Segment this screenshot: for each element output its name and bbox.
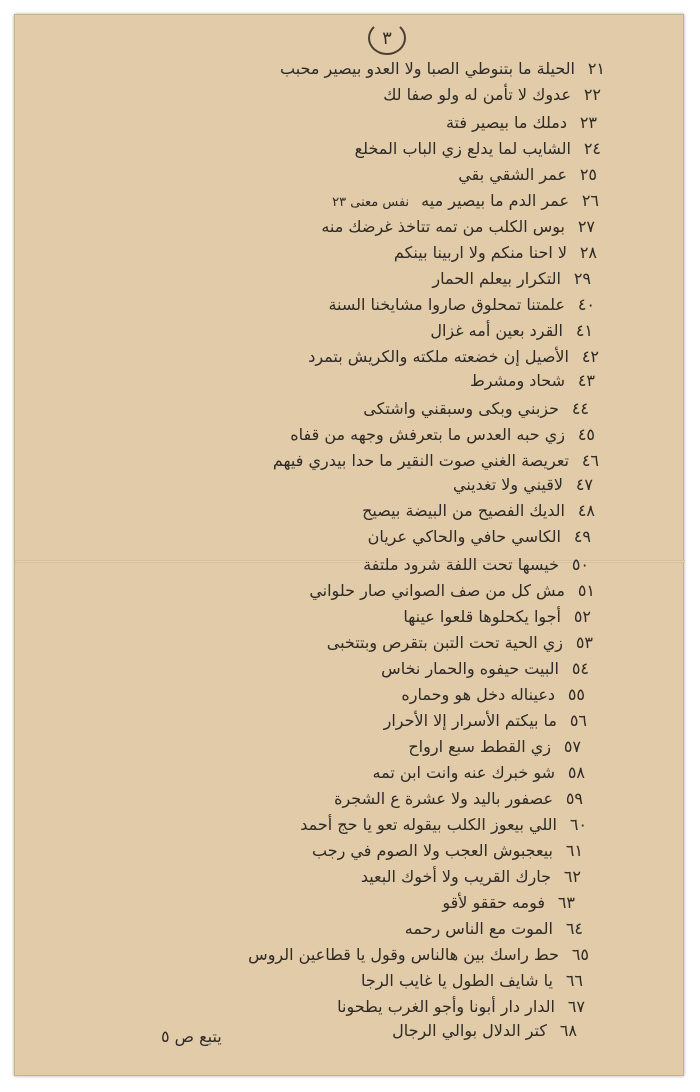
proverb-number: ٤٩ [573, 527, 591, 546]
proverb-text: تعريصة الغني صوت النقير ما حدا بيدري فيهم [272, 451, 569, 470]
proverb-text: لاقيني ولا تغديني [453, 475, 563, 494]
proverb-number: ٥٦ [569, 711, 587, 730]
proverb-text: زي الحية تحت التبن بتقرص وبتتخبى [326, 633, 563, 652]
proverb-number: ٢٨ [579, 243, 597, 262]
proverb-text: الأصيل إن خضعته ملكته والكريش بتمرد [308, 347, 569, 366]
proverb-number: ٥٤ [571, 659, 589, 678]
proverb-row [355, 139, 601, 158]
proverb-row [458, 165, 597, 184]
proverb-number: ٢٤ [583, 139, 601, 158]
proverb-text: يا شايف الطول يا غايب الرجا [360, 971, 553, 990]
proverb-row [405, 919, 583, 938]
proverb-text: شحاد ومشرط [469, 371, 565, 390]
proverb-text: التكرار بيعلم الحمار [432, 269, 561, 288]
proverb-margin-note: نفس معنى ٢٣ [332, 195, 410, 210]
proverb-row [361, 867, 581, 886]
proverb-text: الموت مع الناس رحمه [404, 919, 553, 938]
proverb-row [362, 501, 595, 520]
proverb-row [312, 841, 583, 860]
proverb-number: ٦٢ [563, 867, 581, 886]
proverb-number: ٥٣ [575, 633, 593, 652]
proverb-number: ٤٠ [577, 295, 595, 314]
proverb-number: ٢٩ [573, 269, 591, 288]
proverb-number: ٥٢ [573, 607, 591, 626]
proverb-text: البيت حيفوه والحمار نخاس [381, 659, 559, 678]
proverb-text: علمتنا تمحلوق صاروا مشايخنا السنة [328, 295, 565, 314]
proverb-row [280, 59, 605, 78]
proverb-row [373, 763, 585, 782]
proverb-text: حط راسك بين هالناس وقول يا قطاعين الروس [248, 945, 559, 964]
proverb-row [442, 893, 575, 912]
proverb-text: القرد بعين أمه غزال [430, 321, 563, 340]
proverb-row [363, 399, 589, 418]
proverb-text: جارك القريب ولا أخوك البعيد [360, 867, 551, 886]
proverb-text: حزبني وبكى وسبقني واشتكى [363, 399, 559, 418]
proverb-row [248, 945, 589, 964]
proverb-number: ٦٦ [565, 971, 583, 990]
proverb-number: ٤٧ [575, 475, 593, 494]
proverb-text: فومه حققو لأقو [442, 893, 545, 912]
proverb-number: ٢٣ [579, 113, 597, 132]
proverb-row [470, 371, 595, 390]
proverb-row [321, 217, 595, 236]
proverb-text: لا احنا منكم ولا اربينا بينكم [393, 243, 567, 262]
proverb-row [327, 633, 593, 652]
proverb-number: ٢٦ [581, 191, 599, 210]
proverb-text: دملك ما بيصير فتة [445, 113, 567, 132]
proverb-row [432, 269, 591, 288]
proverb-text: الديك الفصيح من البيضة بيصيح [362, 501, 565, 520]
proverb-text: كتر الدلال بوالي الرجال [392, 1021, 547, 1040]
proverb-number: ٢٧ [577, 217, 595, 236]
proverb-row [394, 243, 597, 262]
proverb-row [383, 85, 601, 104]
proverb-row [300, 815, 587, 834]
proverb-number: ٤٤ [571, 399, 589, 418]
proverb-text: بيعجبوش العجب ولا الصوم في رجب [312, 841, 553, 860]
proverb-number: ٥٧ [563, 737, 581, 756]
proverb-number: ٢٥ [579, 165, 597, 184]
proverb-row [401, 685, 585, 704]
proverb-row [337, 997, 585, 1016]
proverb-list [15, 15, 685, 1077]
continued-note: يتبع ص ٥ [161, 1027, 222, 1046]
proverb-number: ٦٥ [571, 945, 589, 964]
proverb-number: ٥٨ [567, 763, 585, 782]
proverb-number: ٦٨ [559, 1021, 577, 1040]
proverb-row [290, 425, 595, 444]
proverb-text: زي حبه العدس ما بتعرفش وجهه من قفاه [290, 425, 565, 444]
proverb-text: مش كل من صف الصواني صار حلواني [309, 581, 565, 600]
proverb-row [368, 527, 591, 546]
proverb-row [430, 321, 593, 340]
proverb-number: ٤١ [575, 321, 593, 340]
proverb-row [408, 737, 581, 756]
proverb-text: الشايب لما يدلع زي الباب المخلع [354, 139, 571, 158]
proverb-text: الكاسي حافي والحاكي عريان [367, 527, 561, 546]
proverb-number: ٥٩ [565, 789, 583, 808]
proverb-number: ٢١ [587, 59, 605, 78]
proverb-number: ٥٠ [571, 555, 589, 574]
proverb-text: الحيلة ما بتنوطي الصبا ولا العدو بيصير محبب [279, 59, 575, 78]
proverb-row [453, 475, 593, 494]
proverb-text: شو خبرك عنه وانت ابن تمه [372, 763, 555, 782]
proverb-number: ٦٠ [569, 815, 587, 834]
document-sheet [14, 14, 684, 1076]
proverb-text: عمر الشقي بقي [458, 165, 567, 184]
proverb-row [334, 789, 583, 808]
proverb-row [328, 295, 595, 314]
proverb-number: ٤٢ [581, 347, 599, 366]
proverb-number: ٦١ [565, 841, 583, 860]
page-number: ٣ [382, 28, 392, 49]
proverb-text: بوس الكلب من تمه تتاخذ غرضك منه [321, 217, 565, 236]
proverb-row [403, 607, 591, 626]
proverb-number: ٤٥ [577, 425, 595, 444]
proverb-text: عمر الدم ما بيصير ميه [421, 191, 569, 210]
proverb-row [384, 711, 587, 730]
proverb-text: عدوك لا تأمن له ولو صفا لك [383, 85, 571, 104]
proverb-text: زي القطط سبع ارواح [408, 737, 551, 756]
proverb-text: الدار دار أبونا وأجو الغرب يطحونا [337, 997, 555, 1016]
proverb-row [309, 581, 595, 600]
proverb-row [308, 347, 599, 366]
proverb-number: ٤٨ [577, 501, 595, 520]
proverb-text: اللي بيعوز الكلب بيقوله تعو يا حج أحمد [300, 815, 557, 834]
proverb-row [363, 555, 589, 574]
proverb-number: ٥٥ [567, 685, 585, 704]
proverb-number: ٥١ [577, 581, 595, 600]
proverb-row [361, 971, 583, 990]
proverb-text: أجوا يكحلوها قلعوا عينها [403, 607, 561, 626]
proverb-row [446, 113, 597, 132]
proverb-text: خيسها تحت اللفة شرود ملتفة [363, 555, 559, 574]
proverb-number: ٦٤ [565, 919, 583, 938]
proverb-text: ما بيكتم الأسرار إلا الأحرار [383, 711, 557, 730]
proverb-row [273, 451, 599, 470]
proverb-row [332, 191, 599, 210]
proverb-row [381, 659, 589, 678]
proverb-text: عصفور باليد ولا عشرة ع الشجرة [334, 789, 553, 808]
proverb-number: ٤٦ [581, 451, 599, 470]
proverb-row [392, 1021, 577, 1040]
proverb-text: دعيناله دخل هو وحماره [401, 685, 555, 704]
proverb-number: ٦٣ [557, 893, 575, 912]
proverb-number: ٦٧ [567, 997, 585, 1016]
proverb-number: ٤٣ [577, 371, 595, 390]
proverb-number: ٢٢ [583, 85, 601, 104]
